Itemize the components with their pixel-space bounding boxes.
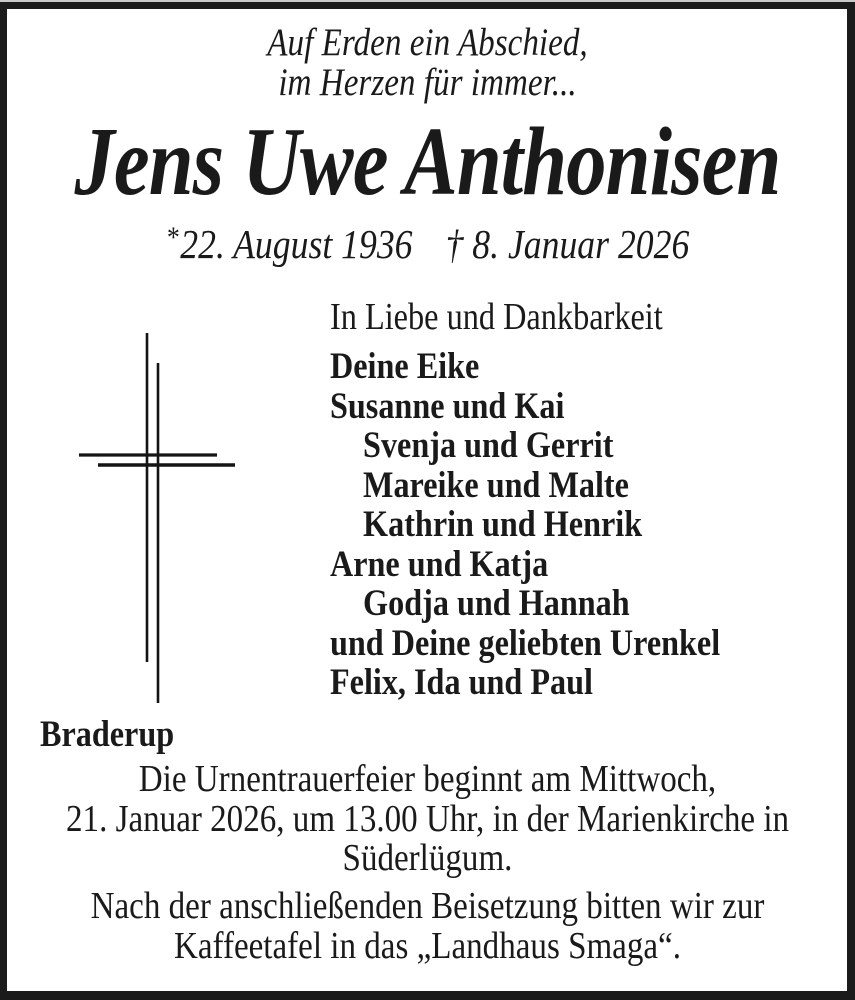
service-announcement <box>66 760 789 879</box>
life-dates <box>56 221 800 272</box>
mourner-line: Deine Eike <box>330 346 480 387</box>
mourner-line: Arne und Katja <box>330 543 549 585</box>
epigraph-line-2: im Herzen für immer... <box>278 61 577 104</box>
top-gray-strip <box>0 0 855 2</box>
epigraph-line-1: Auf Erden ein Abschied, <box>267 21 588 64</box>
service-line-2: 21. Januar 2026, um 13.00 Uhr, in der Marienkirche in <box>66 797 790 840</box>
birth-date-group <box>166 221 413 267</box>
mourner-line: Mareike und Malte <box>363 464 629 506</box>
mourner-line: Svenja und Gerrit <box>363 425 614 466</box>
residence-label: Braderup <box>40 714 175 755</box>
cross-icon <box>70 325 250 715</box>
death-date: 8. Januar 2026 <box>472 221 690 267</box>
mourner-line: Kathrin und Henrik <box>363 504 643 545</box>
reception-line-1: Nach der anschließenden Beisetzung bitten wir zur <box>90 885 765 927</box>
reception-announcement <box>66 887 789 966</box>
greeting-line: In Liebe und Dankbarkeit <box>330 296 663 338</box>
mourners-list <box>330 347 720 703</box>
service-line-3: Süderlügum. <box>342 837 513 879</box>
mourner-line: Susanne und Kai <box>330 385 565 427</box>
dagger-symbol: † <box>445 221 464 267</box>
mourner-line: Felix, Ida und Paul <box>330 662 593 703</box>
mourner-line: Godja und Hannah <box>363 583 630 624</box>
reception-line-2: Kaffeetafel in das „Landhaus Smaga“. <box>173 924 681 967</box>
born-symbol: * <box>165 221 179 254</box>
deceased-name: Jens Uwe Anthonisen <box>74 108 781 215</box>
birth-date: 22. August 1936 <box>180 221 413 267</box>
epigraph <box>64 23 791 103</box>
death-date-group <box>446 221 690 267</box>
mourner-line: und Deine geliebten Urenkel <box>330 622 721 664</box>
service-line-1: Die Urnentrauerfeier beginnt am Mittwoch, <box>138 758 717 800</box>
